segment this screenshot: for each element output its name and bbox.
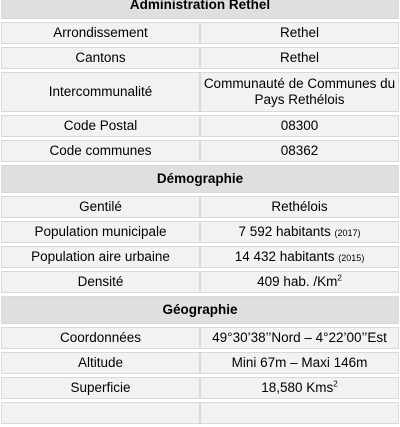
value-text: 409 hab. /Km xyxy=(257,274,338,289)
row-label: Altitude xyxy=(1,352,200,374)
section-title: Administration Rethel xyxy=(1,0,399,19)
superscript: 2 xyxy=(337,273,342,283)
row-label: Cantons xyxy=(1,47,200,69)
value-text: 7 592 habitants xyxy=(238,223,331,239)
row-value xyxy=(200,271,399,293)
row-value: Communauté de Communes du Pays Rethélois xyxy=(200,72,399,112)
row-value: 49°30’38’’Nord – 4°22’00’’Est xyxy=(200,327,399,349)
value-text: 14 432 habitants xyxy=(234,248,335,264)
row-value: 08300 xyxy=(200,115,399,137)
table-row-partial xyxy=(1,402,399,424)
table-row xyxy=(1,221,399,243)
row-label: Coordonnées xyxy=(1,327,200,349)
row-value: 08362 xyxy=(200,140,399,162)
table-row xyxy=(1,271,399,293)
row-label xyxy=(1,402,200,424)
section-header-demographie xyxy=(1,165,399,193)
table-row xyxy=(1,22,399,44)
row-value xyxy=(200,221,399,243)
row-label: Population aire urbaine xyxy=(1,246,200,268)
table-row xyxy=(1,246,399,268)
year-note: (2017) xyxy=(334,227,361,238)
section-header-administration xyxy=(1,0,399,19)
row-value: Rethel xyxy=(200,22,399,44)
table-row xyxy=(1,47,399,69)
row-label: Arrondissement xyxy=(1,22,200,44)
table-row xyxy=(1,377,399,399)
row-label: Densité xyxy=(1,271,200,293)
section-header-geographie xyxy=(1,296,399,324)
section-title: Géographie xyxy=(1,296,399,324)
row-value xyxy=(200,402,399,424)
row-label: Population municipale xyxy=(1,221,200,243)
section-title: Démographie xyxy=(1,165,399,193)
row-label: Intercommunalité xyxy=(1,72,200,112)
year-note: (2015) xyxy=(338,252,365,263)
row-value: Rethélois xyxy=(200,196,399,218)
superscript: 2 xyxy=(333,379,338,389)
value-text: 18,580 Kms xyxy=(261,380,334,395)
row-value: Mini 67m – Maxi 146m xyxy=(200,352,399,374)
table-row xyxy=(1,72,399,112)
row-value xyxy=(200,246,399,268)
row-label: Code Postal xyxy=(1,115,200,137)
table-row xyxy=(1,115,399,137)
row-label: Code communes xyxy=(1,140,200,162)
row-label: Superficie xyxy=(1,377,200,399)
table-row xyxy=(1,196,399,218)
table-row xyxy=(1,352,399,374)
table-row xyxy=(1,327,399,349)
row-label: Gentilé xyxy=(1,196,200,218)
row-value: Rethel xyxy=(200,47,399,69)
infobox-table xyxy=(1,0,399,427)
row-value xyxy=(200,377,399,399)
table-row xyxy=(1,140,399,162)
